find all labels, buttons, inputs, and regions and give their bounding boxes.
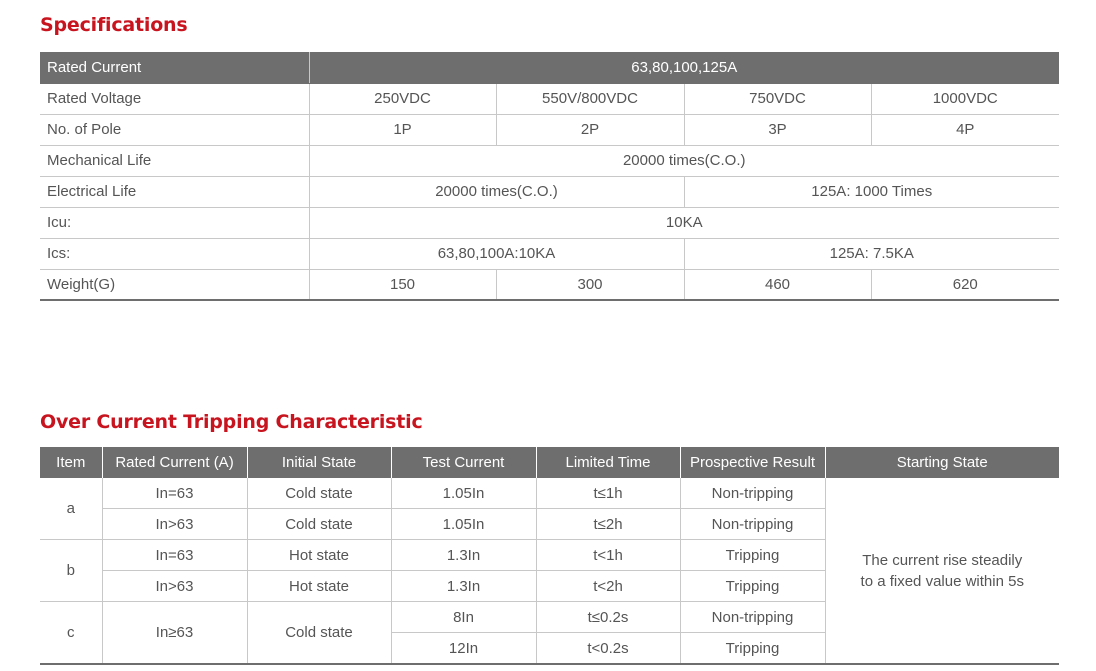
spec-value: 63,80,100A:10KA <box>309 238 684 269</box>
test-current-cell: 1.3In <box>391 540 536 571</box>
result-cell: Tripping <box>680 633 825 665</box>
result-cell: Non-tripping <box>680 509 825 540</box>
spec-value: 10KA <box>309 207 1059 238</box>
spec-value: 150 <box>309 269 496 300</box>
spec-value: 3P <box>684 114 871 145</box>
spec-label: Weight(G) <box>40 269 309 300</box>
limited-time-cell: t≤0.2s <box>536 602 680 633</box>
test-current-cell: 1.05In <box>391 509 536 540</box>
spec-value: 750VDC <box>684 83 871 114</box>
result-cell: Tripping <box>680 571 825 602</box>
limited-time-cell: t≤1h <box>536 478 680 509</box>
spec-value: 20000 times(C.O.) <box>309 176 684 207</box>
over-current-table <box>40 447 1059 665</box>
initial-state-cell: Cold state <box>247 478 391 509</box>
spec-value: 4P <box>871 114 1059 145</box>
table-header-row <box>40 447 1059 478</box>
spec-value: 460 <box>684 269 871 300</box>
specifications-title: Specifications <box>40 14 188 36</box>
spec-value: 125A: 1000 Times <box>684 176 1059 207</box>
spec-value: 1P <box>309 114 496 145</box>
item-cell: c <box>40 602 102 665</box>
spec-value: 300 <box>496 269 684 300</box>
rated-current-cell: In≥63 <box>102 602 247 665</box>
test-current-cell: 1.05In <box>391 478 536 509</box>
over-current-title: Over Current Tripping Characteristic <box>40 411 423 433</box>
table-row <box>40 478 1059 509</box>
spec-value: 125A: 7.5KA <box>684 238 1059 269</box>
header-rated-current: Rated Current (A) <box>102 447 247 478</box>
header-starting-state: Starting State <box>825 447 1059 478</box>
spec-value: 1000VDC <box>871 83 1059 114</box>
spec-row-no-of-pole <box>40 114 1059 145</box>
spec-value: 63,80,100,125A <box>309 52 1059 83</box>
limited-time-cell: t<0.2s <box>536 633 680 665</box>
item-cell: a <box>40 478 102 540</box>
rated-current-cell: In=63 <box>102 478 247 509</box>
spec-label: No. of Pole <box>40 114 309 145</box>
spec-row-mechanical-life <box>40 145 1059 176</box>
result-cell: Tripping <box>680 540 825 571</box>
header-prospective-result: Prospective Result <box>680 447 825 478</box>
initial-state-cell: Cold state <box>247 509 391 540</box>
spec-label: Rated Voltage <box>40 83 309 114</box>
header-initial-state: Initial State <box>247 447 391 478</box>
result-cell: Non-tripping <box>680 478 825 509</box>
spec-label: Rated Current <box>40 52 309 83</box>
spec-row-ics <box>40 238 1059 269</box>
rated-current-cell: In>63 <box>102 509 247 540</box>
spec-row-rated-current <box>40 52 1059 83</box>
rated-current-cell: In=63 <box>102 540 247 571</box>
rated-current-cell: In>63 <box>102 571 247 602</box>
spec-row-rated-voltage <box>40 83 1059 114</box>
starting-state-line: The current rise steadily <box>862 551 1023 569</box>
spec-row-electrical-life <box>40 176 1059 207</box>
spec-label: Mechanical Life <box>40 145 309 176</box>
header-limited-time: Limited Time <box>536 447 680 478</box>
limited-time-cell: t<1h <box>536 540 680 571</box>
limited-time-cell: t<2h <box>536 571 680 602</box>
starting-state-line: to a fixed value within 5s <box>860 572 1024 590</box>
limited-time-cell: t≤2h <box>536 509 680 540</box>
header-test-current: Test Current <box>391 447 536 478</box>
test-current-cell: 1.3In <box>391 571 536 602</box>
spec-value: 2P <box>496 114 684 145</box>
initial-state-cell: Hot state <box>247 540 391 571</box>
starting-state-cell <box>825 478 1059 664</box>
specifications-table <box>40 52 1059 301</box>
spec-label: Electrical Life <box>40 176 309 207</box>
initial-state-cell: Cold state <box>247 602 391 665</box>
spec-value: 20000 times(C.O.) <box>309 145 1059 176</box>
result-cell: Non-tripping <box>680 602 825 633</box>
initial-state-cell: Hot state <box>247 571 391 602</box>
header-item: Item <box>40 447 102 478</box>
test-current-cell: 12In <box>391 633 536 665</box>
spec-row-weight <box>40 269 1059 300</box>
spec-label: Icu: <box>40 207 309 238</box>
spec-value: 550V/800VDC <box>496 83 684 114</box>
spec-row-icu <box>40 207 1059 238</box>
spec-label: Ics: <box>40 238 309 269</box>
test-current-cell: 8In <box>391 602 536 633</box>
spec-value: 620 <box>871 269 1059 300</box>
item-cell: b <box>40 540 102 602</box>
spec-value: 250VDC <box>309 83 496 114</box>
